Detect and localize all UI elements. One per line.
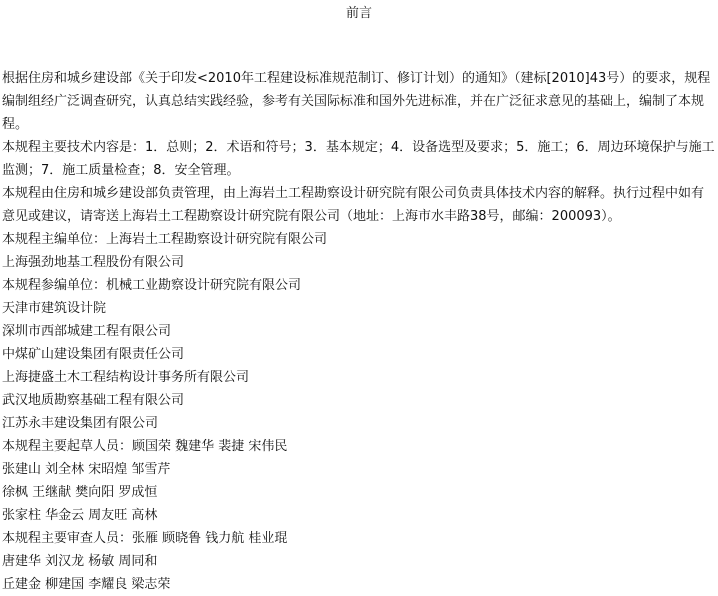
paragraph-management: 本规程由住房和城乡建设部负责管理，由上海岩土工程勘察设计研究院有限公司负责具体技术内容的解释。执行过程中如有意见或建议，请寄送上海岩土工程勘察设计研究院有限公司（地址：上海市水丰路38号，邮编：200093）。 bbox=[2, 186, 705, 224]
participating-unit: 上海捷盛土木工程结构设计事务所有限公司 bbox=[2, 370, 250, 385]
reviewers-row: 唐建华 刘汉龙 杨敏 周同和 bbox=[2, 554, 158, 569]
reviewers-row: 丘建金 柳建国 李耀良 梁志荣 bbox=[2, 577, 171, 592]
paragraph-technical-content: 本规程主要技术内容是：1．总则；2．术语和符号；3．基本规定；4．设备选型及要求；5．施工；6．周边环境保护与施工监测；7．施工质量检查；8．安全管理。 bbox=[2, 140, 715, 178]
main-reviewers: 本规程主要审查人员：张雁 顾晓鲁 钱力航 桂业琨 bbox=[2, 531, 288, 546]
drafters-row: 徐枫 王继献 樊向阳 罗成恒 bbox=[2, 485, 158, 500]
drafters-row: 张家柱 华金云 周友旺 高林 bbox=[2, 508, 158, 523]
drafters-row: 张建山 刘全林 宋昭煌 邹雪芹 bbox=[2, 462, 171, 477]
participating-unit: 深圳市西部城建工程有限公司 bbox=[2, 324, 172, 339]
participating-unit: 武汉地质勘察基础工程有限公司 bbox=[2, 393, 185, 408]
participating-unit: 中煤矿山建设集团有限责任公司 bbox=[2, 347, 185, 362]
main-drafters: 本规程主要起草人员：顾国荣 魏建华 裴捷 宋伟民 bbox=[2, 439, 288, 454]
chief-editor-unit-2: 上海强劲地基工程股份有限公司 bbox=[2, 255, 185, 270]
participating-unit-heading: 本规程参编单位：机械工业勘察设计研究院有限公司 bbox=[2, 278, 302, 293]
participating-unit: 天津市建筑设计院 bbox=[2, 301, 107, 316]
document-body bbox=[2, 67, 716, 596]
paragraph-basis: 根据住房和城乡建设部《关于印发<2010年工程建设标准规范制订、修订计划）的通知》（建标[2010]43号）的要求，规程编制组经广泛调查研究，认真总结实践经验，参考有关国际标准和国外先进标准，并在广泛征求意见的基础上，编制了本规程。 bbox=[2, 71, 711, 132]
chief-editor-unit: 本规程主编单位：上海岩土工程勘察设计研究院有限公司 bbox=[2, 232, 328, 247]
page-title: 前言 bbox=[345, 6, 372, 21]
participating-unit: 江苏永丰建设集团有限公司 bbox=[2, 416, 159, 431]
